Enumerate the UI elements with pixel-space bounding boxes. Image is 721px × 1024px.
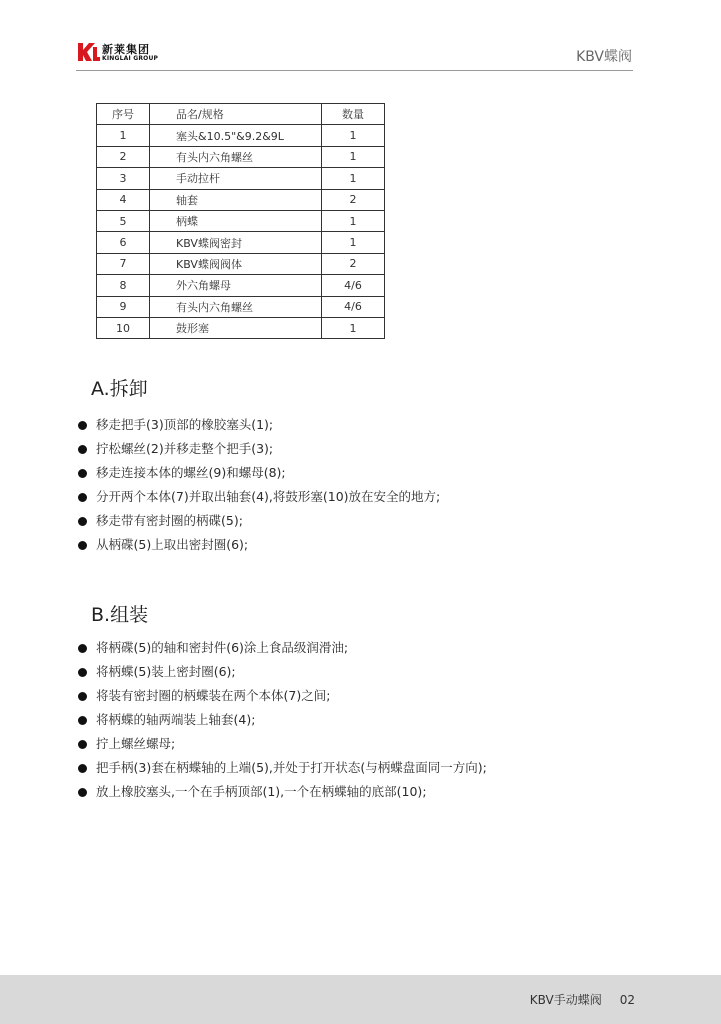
bullet-icon xyxy=(78,692,87,701)
page-footer xyxy=(0,975,721,1024)
cell-qty: 1 xyxy=(322,146,385,167)
step-text: 移走带有密封圈的柄碟(5); xyxy=(96,513,243,528)
step-text: 从柄碟(5)上取出密封圈(6); xyxy=(96,537,249,552)
footer-title: KBV手动蝶阀 xyxy=(529,993,602,1007)
cell-no: 7 xyxy=(97,253,150,274)
list-item xyxy=(78,535,440,559)
cell-no: 1 xyxy=(97,125,150,146)
company-logo xyxy=(76,40,166,68)
column-header-qty: 数量 xyxy=(322,104,385,125)
bullet-icon xyxy=(78,493,87,502)
bullet-icon xyxy=(78,716,87,725)
bullet-icon xyxy=(78,668,87,677)
page-number: 02 xyxy=(619,993,635,1007)
step-text: 拧上螺丝螺母; xyxy=(96,736,176,751)
list-item xyxy=(78,758,487,782)
table-row xyxy=(97,317,385,338)
list-item xyxy=(78,782,487,806)
list-item xyxy=(78,463,440,487)
column-header-no: 序号 xyxy=(97,104,150,125)
list-item xyxy=(78,511,440,535)
cell-name: 塞头&10.5"&9.2&9L xyxy=(150,125,322,146)
step-text: 将柄蝶的轴两端装上轴套(4); xyxy=(96,712,256,727)
disassembly-heading: A.拆卸 xyxy=(91,378,148,400)
header-divider xyxy=(76,70,633,71)
table-row xyxy=(97,168,385,189)
list-item xyxy=(78,662,487,686)
bullet-icon xyxy=(78,445,87,454)
table-row xyxy=(97,232,385,253)
cell-qty: 1 xyxy=(322,125,385,146)
cell-no: 6 xyxy=(97,232,150,253)
bullet-icon xyxy=(78,469,87,478)
list-item xyxy=(78,487,440,511)
step-text: 拧松螺丝(2)并移走整个把手(3); xyxy=(96,441,274,456)
list-item xyxy=(78,710,487,734)
table-header-row xyxy=(97,104,385,125)
cell-name: 外六角螺母 xyxy=(150,275,322,296)
assembly-heading: B.组装 xyxy=(91,604,149,626)
list-item xyxy=(78,415,440,439)
step-text: 分开两个本体(7)并取出轴套(4),将鼓形塞(10)放在安全的地方; xyxy=(96,489,441,504)
table-row xyxy=(97,275,385,296)
step-text: 放上橡胶塞头,一个在手柄顶部(1),一个在柄蝶轴的底部(10); xyxy=(96,784,427,799)
cell-name: 柄蝶 xyxy=(150,210,322,231)
list-item xyxy=(78,638,487,662)
cell-name: 有头内六角螺丝 xyxy=(150,146,322,167)
step-text: 把手柄(3)套在柄蝶轴的上端(5),并处于打开状态(与柄蝶盘面同一方向); xyxy=(96,760,487,775)
cell-no: 2 xyxy=(97,146,150,167)
bullet-icon xyxy=(78,517,87,526)
column-header-name: 品名/规格 xyxy=(150,104,322,125)
table-row xyxy=(97,125,385,146)
step-text: 将柄碟(5)的轴和密封件(6)涂上食品级润滑油; xyxy=(96,640,349,655)
document-title: KBV蝶阀 xyxy=(576,49,632,65)
list-item xyxy=(78,686,487,710)
logo-chinese-name: 新莱集团 xyxy=(102,43,150,56)
parts-table xyxy=(96,103,385,339)
table-row xyxy=(97,189,385,210)
table-row xyxy=(97,210,385,231)
table-row xyxy=(97,146,385,167)
step-text: 将装有密封圈的柄蝶装在两个本体(7)之间; xyxy=(96,688,331,703)
cell-qty: 2 xyxy=(322,189,385,210)
cell-qty: 1 xyxy=(322,317,385,338)
list-item xyxy=(78,734,487,758)
step-text: 移走把手(3)顶部的橡胶塞头(1); xyxy=(96,417,274,432)
cell-no: 9 xyxy=(97,296,150,317)
bullet-icon xyxy=(78,740,87,749)
assembly-steps xyxy=(78,638,487,806)
list-item xyxy=(78,439,440,463)
cell-qty: 1 xyxy=(322,168,385,189)
cell-no: 10 xyxy=(97,317,150,338)
cell-qty: 4/6 xyxy=(322,296,385,317)
bullet-icon xyxy=(78,788,87,797)
cell-qty: 2 xyxy=(322,253,385,274)
bullet-icon xyxy=(78,644,87,653)
table-row xyxy=(97,296,385,317)
step-text: 将柄蝶(5)装上密封圈(6); xyxy=(96,664,236,679)
cell-name: KBV蝶阀阀体 xyxy=(150,253,322,274)
cell-no: 5 xyxy=(97,210,150,231)
page-header xyxy=(0,0,721,72)
logo-english-name: KINGLAI GROUP xyxy=(102,55,159,62)
bullet-icon xyxy=(78,541,87,550)
bullet-icon xyxy=(78,421,87,430)
cell-name: 轴套 xyxy=(150,189,322,210)
cell-name: KBV蝶阀密封 xyxy=(150,232,322,253)
disassembly-steps xyxy=(78,415,440,559)
cell-no: 3 xyxy=(97,168,150,189)
step-text: 移走连接本体的螺丝(9)和螺母(8); xyxy=(96,465,286,480)
cell-no: 8 xyxy=(97,275,150,296)
cell-name: 手动拉杆 xyxy=(150,168,322,189)
cell-name: 鼓形塞 xyxy=(150,317,322,338)
kinglai-logo-icon xyxy=(76,41,100,63)
cell-qty: 1 xyxy=(322,232,385,253)
cell-name: 有头内六角螺丝 xyxy=(150,296,322,317)
cell-qty: 4/6 xyxy=(322,275,385,296)
cell-qty: 1 xyxy=(322,210,385,231)
table-row xyxy=(97,253,385,274)
bullet-icon xyxy=(78,764,87,773)
cell-no: 4 xyxy=(97,189,150,210)
footer-text xyxy=(530,991,635,1008)
